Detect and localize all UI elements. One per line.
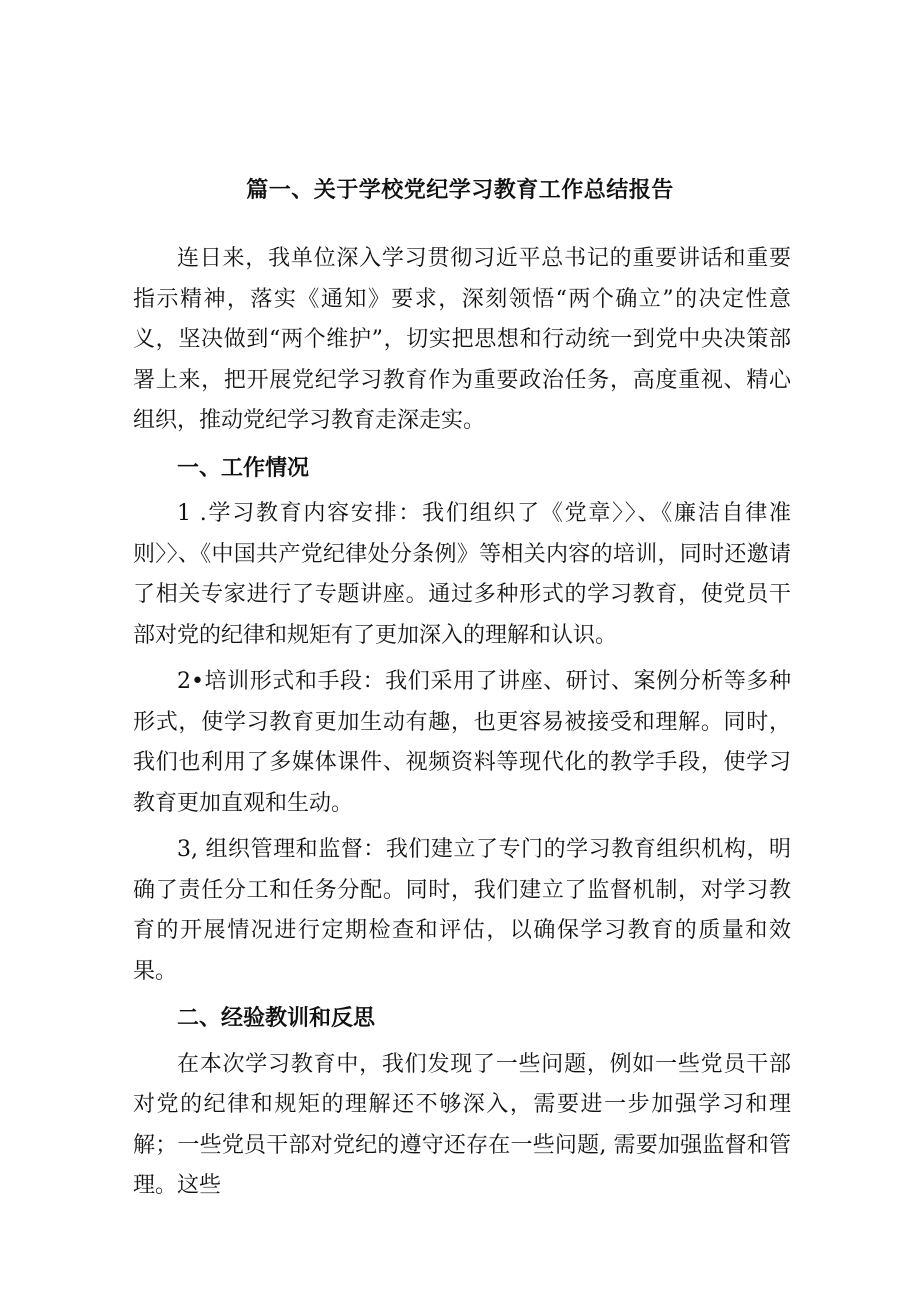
document-body — [133, 239, 791, 1213]
work-item-1-paragraph: 1 .学习教育内容安排：我们组织了《党章〉〉、《廉洁自律准则〉〉、《中国共产党纪律处分条例》等相关内容的培训，同时还邀请了相关专家进行了专题讲座。通过多种形式的学习教育，使党员干部对党的纪律和规矩有了更加深入的理解和认识。 — [133, 501, 791, 648]
section-heading-work-status: 一、工作情况 — [177, 454, 310, 481]
work-item-3-paragraph: 3, 组织管理和监督：我们建立了专门的学习教育组织机构，明确了责任分工和任务分配。同时，我们建立了监督机制，对学习教育的开展情况进行定期检查和评估，以确保学习教育的质量和效果。 — [133, 837, 791, 984]
work-item-2-paragraph: 2•培训形式和手段：我们采用了讲座、研讨、案例分析等多种形式，使学习教育更加生动有趣，也更容易被接受和理解。同时，我们也利用了多媒体课件、视频资料等现代化的教学手段，使学习教育更加直观和生动。 — [133, 669, 791, 816]
lessons-paragraph: 在本次学习教育中，我们发现了一些问题，例如一些党员干部对党的纪律和规矩的理解还不够深入，需要进一步加强学习和理解；一些党员干部对党纪的遵守还存在一些问题, 需要加强监督和管理。这些 — [133, 1051, 791, 1198]
document-title: 篇一、关于学校党纪学习教育工作总结报告 — [246, 177, 674, 203]
intro-paragraph: 连日来，我单位深入学习贯彻习近平总书记的重要讲话和重要指示精神，落实《通知》要求，深刻领悟“两个确立”的决定性意义，坚决做到“两个维护”，切实把思想和行动统一到党中央决策部署上来，把开展党纪学习教育作为重要政治任务，高度重视、精心组织，推动党纪学习教育走深走实。 — [133, 246, 791, 433]
section-heading-lessons: 二、经验教训和反思 — [177, 1005, 376, 1031]
